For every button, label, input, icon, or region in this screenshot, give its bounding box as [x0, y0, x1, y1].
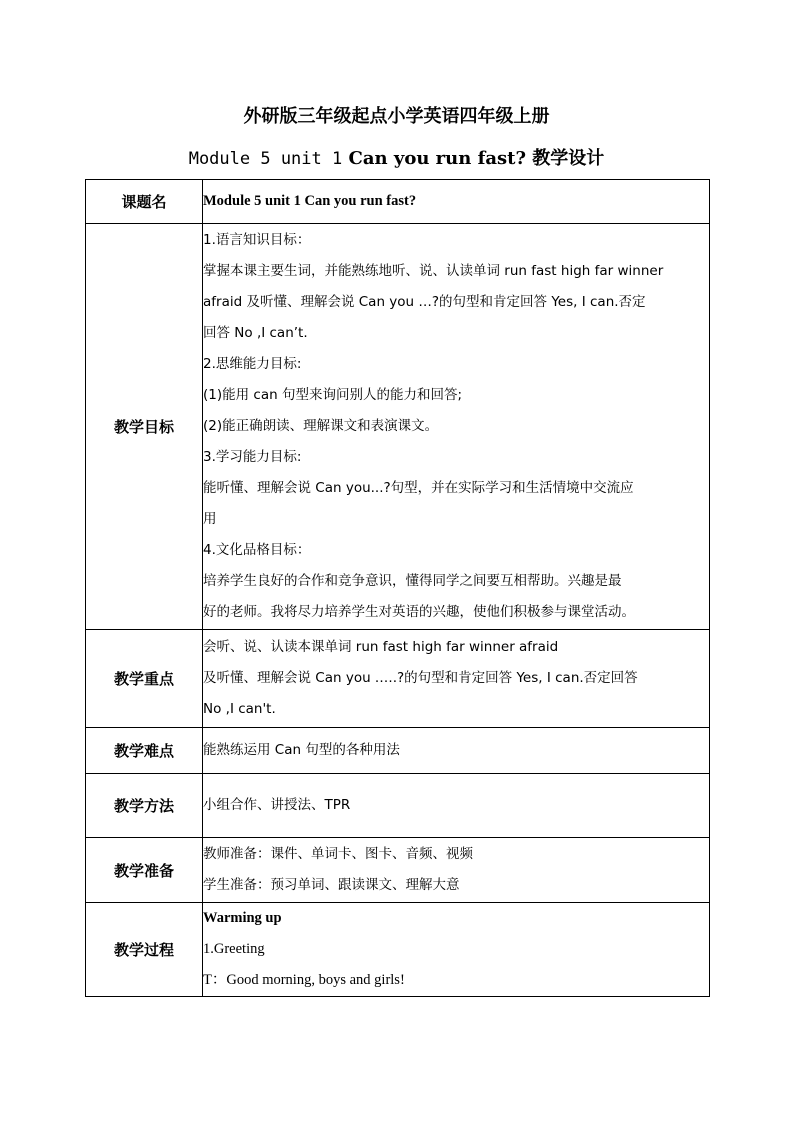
- text-line: afraid 及听懂、理解会说 Can you …?的句型和肯定回答 Yes, I can.否定: [203, 294, 646, 310]
- row-objectives: [86, 224, 710, 630]
- text-line: 学生准备：预习单词、跟读课文、理解大意: [203, 877, 460, 893]
- row-value: [203, 903, 710, 997]
- row-value: [203, 224, 710, 630]
- text-line: 能熟练运用 Can 句型的各种用法: [203, 742, 400, 758]
- text-line: (1)能用 can 句型来询问别人的能力和回答;: [203, 387, 463, 403]
- text-line: 1.Greeting: [203, 941, 265, 957]
- row-label: 教学方法: [86, 774, 203, 838]
- text-line: 3.学习能力目标:: [203, 449, 302, 465]
- text-line: 小组合作、讲授法、TPR: [203, 797, 351, 813]
- row-value: [203, 180, 710, 224]
- document-title: 外研版三年级起点小学英语四年级上册: [243, 106, 550, 127]
- document-subtitle: [0, 148, 793, 170]
- topic-value: Module 5 unit 1 Can you run fast?: [203, 193, 417, 209]
- text-line: 回答 No ,I can’t.: [203, 325, 308, 341]
- row-label: 教学准备: [86, 838, 203, 903]
- row-label: 教学过程: [86, 903, 203, 997]
- text-line: 教师准备：课件、单词卡、图卡、音频、视频: [203, 846, 473, 862]
- row-value: [203, 774, 710, 838]
- row-methods: [86, 774, 710, 838]
- row-label: 教学重点: [86, 630, 203, 728]
- row-key-points: [86, 630, 710, 728]
- text-line: (2)能正确朗读、理解课文和表演课文。: [203, 418, 439, 434]
- text-line: 4.文化品格目标：: [203, 542, 311, 558]
- row-label: 教学目标: [86, 224, 203, 630]
- text-line: No ,I can't.: [203, 701, 276, 717]
- text-line: 1.语言知识目标：: [203, 232, 311, 248]
- text-line: 能听懂、理解会说 Can you...?句型，并在实际学习和生活情境中交流应: [203, 480, 634, 496]
- text-line: 培养学生良好的合作和竞争意识，懂得同学之间要互相帮助。兴趣是最: [203, 573, 622, 589]
- row-difficulties: [86, 728, 710, 774]
- subtitle-text: Can you run fast? 教学设计: [348, 148, 605, 169]
- row-value: [203, 838, 710, 903]
- row-value: [203, 728, 710, 774]
- row-value: [203, 630, 710, 728]
- subtitle-module: Module 5 unit 1: [188, 149, 343, 169]
- row-process: [86, 903, 710, 997]
- text-line: 会听、说、认读本课单词 run fast high far winner afraid: [203, 639, 559, 655]
- text-line: 2.思维能力目标:: [203, 356, 302, 372]
- row-topic: [86, 180, 710, 224]
- text-line: 及听懂、理解会说 Can you .….?的句型和肯定回答 Yes, I can.否定回答: [203, 670, 638, 686]
- row-label: 教学难点: [86, 728, 203, 774]
- section-heading: Warming up: [203, 910, 282, 926]
- text-line: T：Good morning, boys and girls!: [203, 972, 405, 988]
- text-line: 好的老师。我将尽力培养学生对英语的兴趣，使他们积极参与课堂活动。: [203, 604, 635, 620]
- row-label: 课题名: [86, 180, 203, 224]
- lesson-plan-table: [85, 179, 710, 997]
- text-line: 掌握本课主要生词，并能熟练地听、说、认读单词 run fast high far winner: [203, 263, 664, 279]
- row-preparation: [86, 838, 710, 903]
- text-line: 用: [203, 511, 217, 527]
